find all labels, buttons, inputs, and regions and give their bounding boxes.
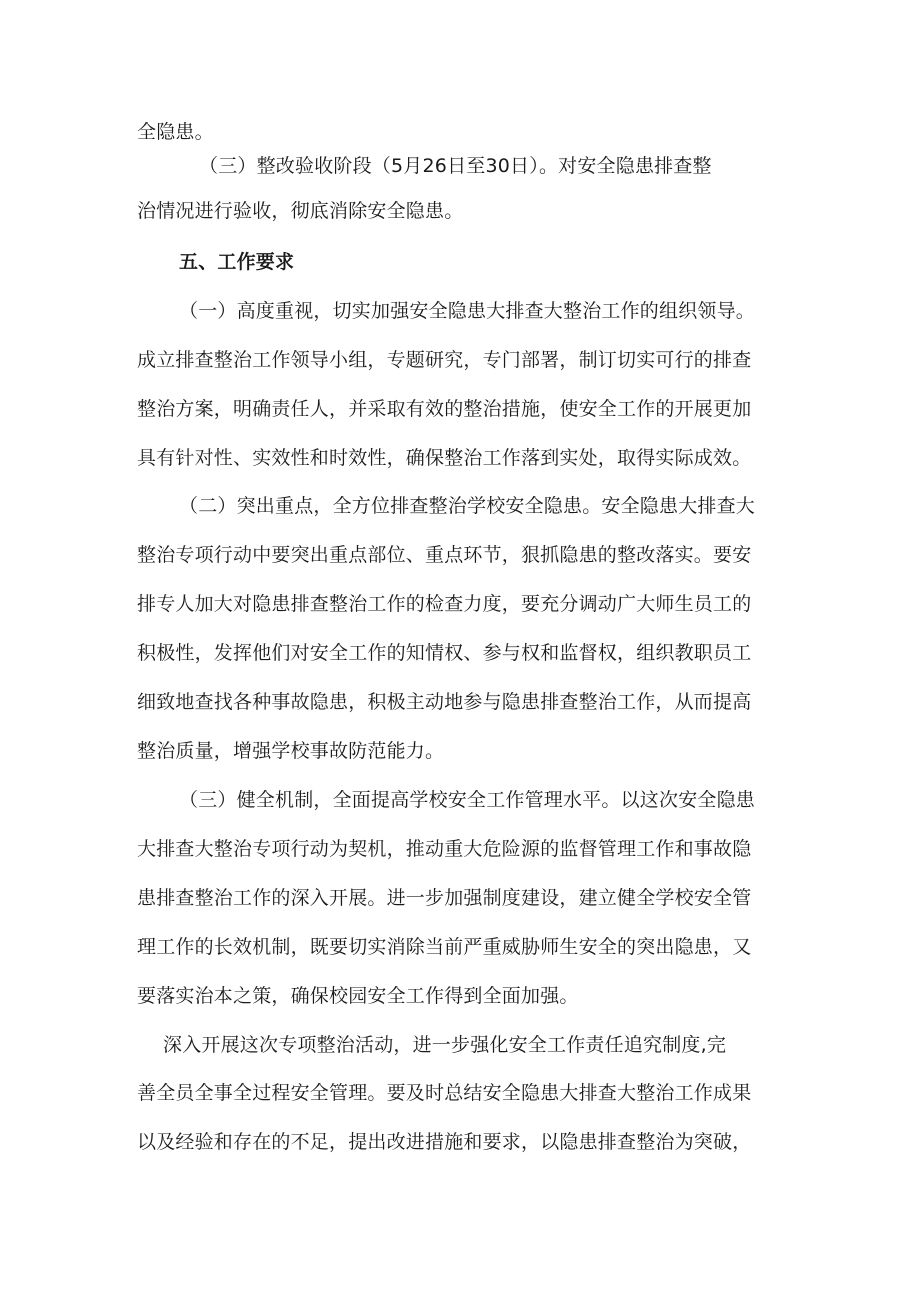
text-line: 具有针对性、实效性和时效性，确保整治工作落到实处，取得实际成效。 (137, 447, 752, 469)
text-line: 深入开展这次专项整治活动，进一步强化安全工作责任追究制度,完 (163, 1034, 727, 1056)
text-line: 以及经验和存在的不足，提出改进措施和要求，以隐患排查整治为突破， (137, 1131, 752, 1153)
text-line: 患排查整治工作的深入开展。进一步加强制度建设，建立健全学校安全管 (137, 887, 752, 909)
text-line: 整治质量，增强学校事故防范能力。 (137, 740, 445, 762)
text-line: 积极性，发挥他们对安全工作的知情权、参与权和监督权，组织教职员工 (137, 642, 752, 664)
text-line: 细致地查找各种事故隐患，积极主动地参与隐患排查整治工作，从而提高 (137, 691, 752, 713)
text-line: 全隐患。 (137, 121, 214, 143)
text-line: （三）健全机制，全面提高学校安全工作管理水平。以这次安全隐患 (179, 789, 756, 811)
text-line: 排专人加大对隐患排查整治工作的检查力度，要充分调动广大师生员工的 (137, 593, 752, 615)
text-line: 成立排查整治工作领导小组，专题研究，专门部署，制订切实可行的排查 (137, 349, 752, 371)
text-line: 理工作的长效机制，既要切实消除当前严重威胁师生安全的突出隐患，又 (137, 936, 752, 958)
text-line: 要落实治本之策，确保校园安全工作得到全面加强。 (137, 985, 579, 1007)
text-line: 整治专项行动中要突出重点部位、重点环节，狠抓隐患的整改落实。要安 (137, 544, 752, 566)
text-line: 治情况进行验收，彻底消除安全隐患。 (137, 200, 464, 222)
text-line: （一）高度重视，切实加强安全隐患大排查大整治工作的组织领导。 (179, 300, 756, 322)
text-line: （三）整改验收阶段（5月26日至30日）。对安全隐患排查整 (199, 155, 712, 177)
text-line: 善全员全事全过程安全管理。要及时总结安全隐患大排查大整治工作成果 (137, 1082, 752, 1104)
text-line: 整治方案，明确责任人，并采取有效的整治措施，使安全工作的开展更加 (137, 398, 752, 420)
section-heading: 五、工作要求 (179, 251, 295, 273)
text-line: 大排查大整治专项行动为契机，推动重大危险源的监督管理工作和事故隐 (137, 838, 752, 860)
text-line: （二）突出重点，全方位排查整治学校安全隐患。安全隐患大排查大 (179, 495, 756, 517)
